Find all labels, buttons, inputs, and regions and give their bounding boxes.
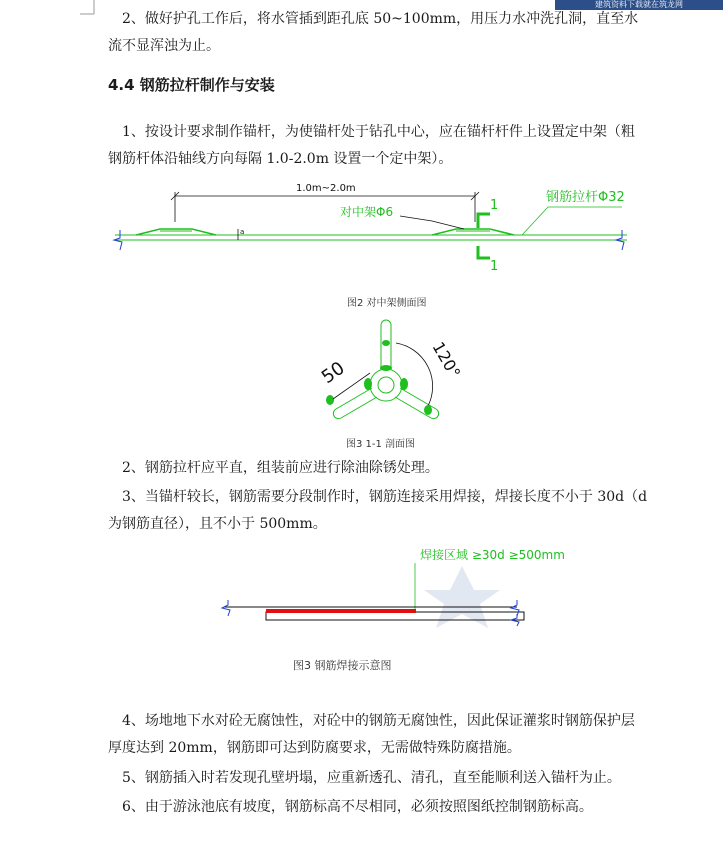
- figure3-caption: 图3 1-1 剖面图: [346, 439, 416, 450]
- figure2-caption: 图2 对中架侧面图: [347, 298, 427, 309]
- figure4-caption: 图3 钢筋焊接示意图: [293, 659, 392, 672]
- paragraph-anchor-design: 1、按设计要求制作锚杆，为使锚杆处于钻孔中心，应在锚杆杆件上设置定中架（粗钢筋杆体沿轴线方向每隔 1.0-2.0m 设置一个定中架）。: [108, 124, 635, 167]
- paragraph-straighten: 2、钢筋拉杆应平直，组装前应进行除油除锈处理。: [122, 460, 439, 476]
- section-mark-bottom: 1: [490, 259, 499, 274]
- paragraph-corrosion: 4、场地地下水对砼无腐蚀性，对砼中的钢筋无腐蚀性，因此保证灌浆时钢筋保护层厚度达到 20mm，钢筋即可达到防腐要求，无需做特殊防腐措施。: [108, 713, 635, 756]
- lower-rebar: [266, 612, 524, 620]
- weld-bar: [266, 609, 416, 613]
- center-frame-label: 对中架Φ6: [340, 205, 394, 219]
- length-label: 50: [317, 357, 349, 389]
- site-watermark-tab: 建筑资料下载就在筑龙网: [555, 0, 723, 10]
- angle-label: 120°: [428, 338, 465, 382]
- weld-break-right: [511, 600, 519, 616]
- paragraph-slope: 6、由于游泳池底有坡度，钢筋标高不尽相同，必须按照图纸控制钢筋标高。: [122, 799, 593, 815]
- watermark-logo: [424, 566, 500, 628]
- weld-zone-label: 焊接区域 ≥30d ≥500mm: [420, 548, 565, 562]
- rebar-label: 钢筋拉杆Φ32: [546, 190, 625, 205]
- section-mark-top: 1: [490, 198, 499, 213]
- paragraph-protect-hole: 2、做好护孔工作后，将水管插到距孔底 50~100mm，用压力水冲洗孔洞，直至水流不显浑浊为止。: [108, 11, 639, 54]
- paragraph-welding: 3、当锚杆较长，钢筋需要分段制作时，钢筋连接采用焊接，焊接长度不小于 30d（d 为钢筋直径），且不小于 500mm。: [108, 489, 648, 532]
- small-dimension-label: a: [240, 228, 245, 236]
- section-heading: 4.4 钢筋拉杆制作与安装: [108, 76, 275, 94]
- spacing-label: 1.0m~2.0m: [296, 183, 356, 194]
- paragraph-insert: 5、钢筋插入时若发现孔壁坍塌，应重新透孔、清孔，直至能顺利送入锚杆为止。: [122, 770, 621, 786]
- weld-break-left: [222, 600, 230, 616]
